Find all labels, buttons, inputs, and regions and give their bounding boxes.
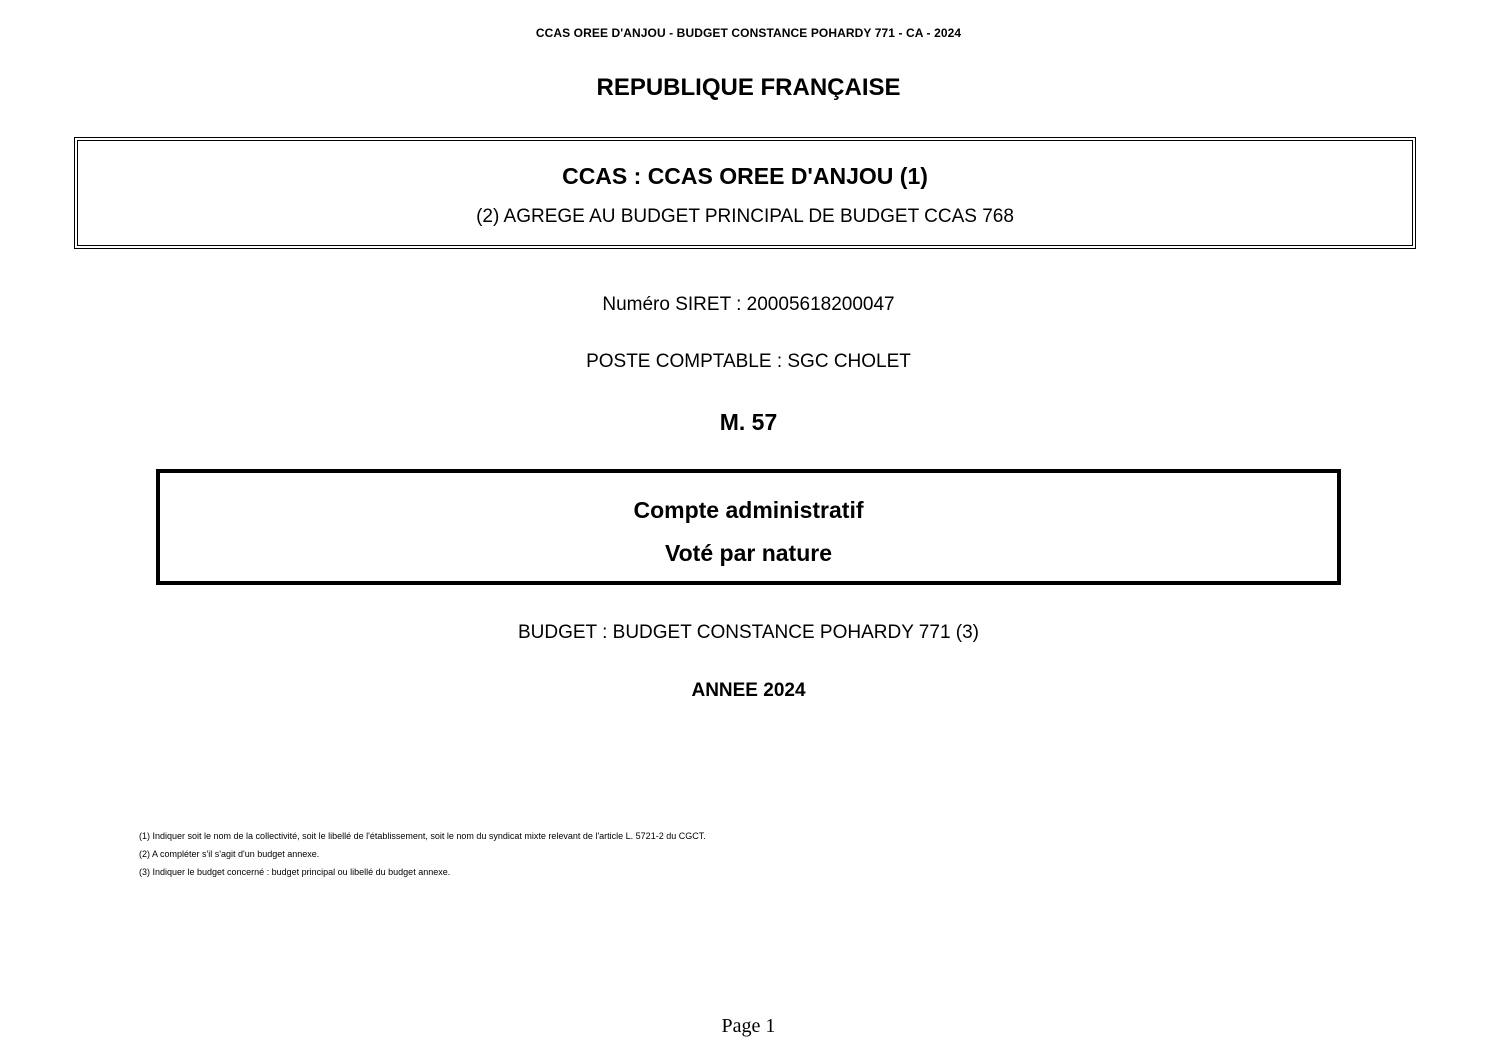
- nomenclature: M. 57: [719, 409, 778, 435]
- budget-label: BUDGET : BUDGET CONSTANCE POHARDY 771 (3): [517, 622, 980, 643]
- document-subtitle: Voté par nature: [665, 540, 832, 566]
- entity-name: CCAS : CCAS OREE D'ANJOU (1): [562, 163, 928, 189]
- running-header: CCAS OREE D'ANJOU - BUDGET CONSTANCE POHARDY 771 - CA - 2024: [535, 26, 962, 40]
- aggregate-note: (2) AGREGE AU BUDGET PRINCIPAL DE BUDGET CCAS 768: [476, 206, 1014, 227]
- footnote: (1) Indiquer soit le nom de la collectivité, soit le libellé de l'établissement, soit le nom du syndicat mixte relevant de l'article L. 5721-2 du CGCT.: [139, 831, 706, 841]
- footnotes: [139, 827, 706, 881]
- footnote: (3) Indiquer le budget concerné : budget principal ou libellé du budget annexe.: [139, 867, 451, 877]
- page-number: Page 1: [721, 1015, 776, 1037]
- document-type-box: [156, 469, 1341, 585]
- document-title: Compte administratif: [633, 497, 864, 523]
- republic-heading: REPUBLIQUE FRANÇAISE: [596, 74, 901, 101]
- entity-box: [74, 137, 1416, 249]
- poste-comptable: POSTE COMPTABLE : SGC CHOLET: [586, 351, 911, 372]
- budget-year: ANNEE 2024: [691, 680, 806, 701]
- siret-number: Numéro SIRET : 20005618200047: [602, 294, 895, 315]
- footnote: (2) A compléter s'il s'agit d'un budget annexe.: [139, 849, 320, 859]
